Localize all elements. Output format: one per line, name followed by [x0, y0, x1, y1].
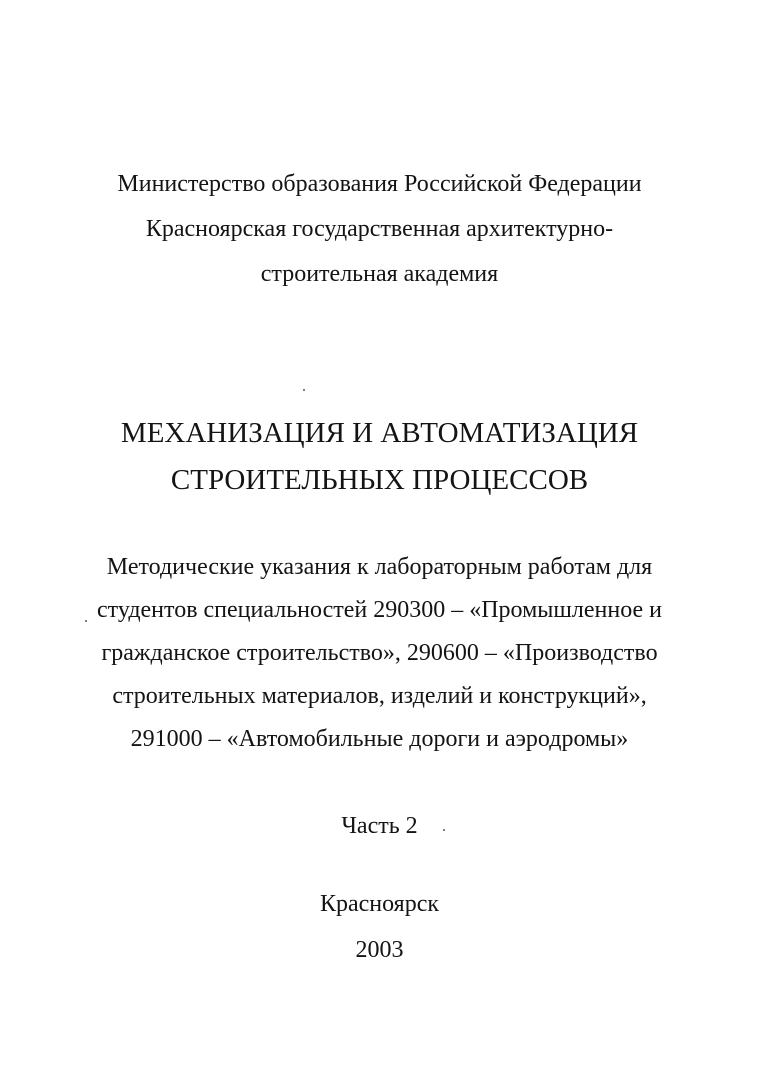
scan-speck	[443, 829, 445, 831]
description-line-4: строительных материалов, изделий и конструкций»,	[112, 683, 647, 709]
description-line-5: 291000 – «Автомобильные дороги и аэродромы»	[130, 726, 629, 752]
part-label: Часть 2	[341, 813, 418, 839]
academy-line-2: строительная академия	[260, 261, 499, 287]
description-line-3: гражданское строительство», 290600 – «Производство	[101, 640, 658, 666]
description-line-1: Методические указания к лабораторным работам для	[106, 554, 653, 580]
ministry-line: Министерство образования Российской Федерации	[117, 171, 642, 197]
scan-speck	[303, 389, 305, 391]
city-label: Красноярск	[319, 891, 440, 917]
description-line-2: студентов специальностей 290300 – «Промышленное и	[97, 597, 662, 623]
scan-speck	[85, 620, 87, 622]
year-label: 2003	[355, 937, 404, 963]
title-line-2: СТРОИТЕЛЬНЫХ ПРОЦЕССОВ	[170, 464, 589, 496]
title-line-1: МЕХАНИЗАЦИЯ И АВТОМАТИЗАЦИЯ	[120, 417, 639, 449]
academy-line-1: Красноярская государственная архитектурно-	[145, 216, 614, 242]
